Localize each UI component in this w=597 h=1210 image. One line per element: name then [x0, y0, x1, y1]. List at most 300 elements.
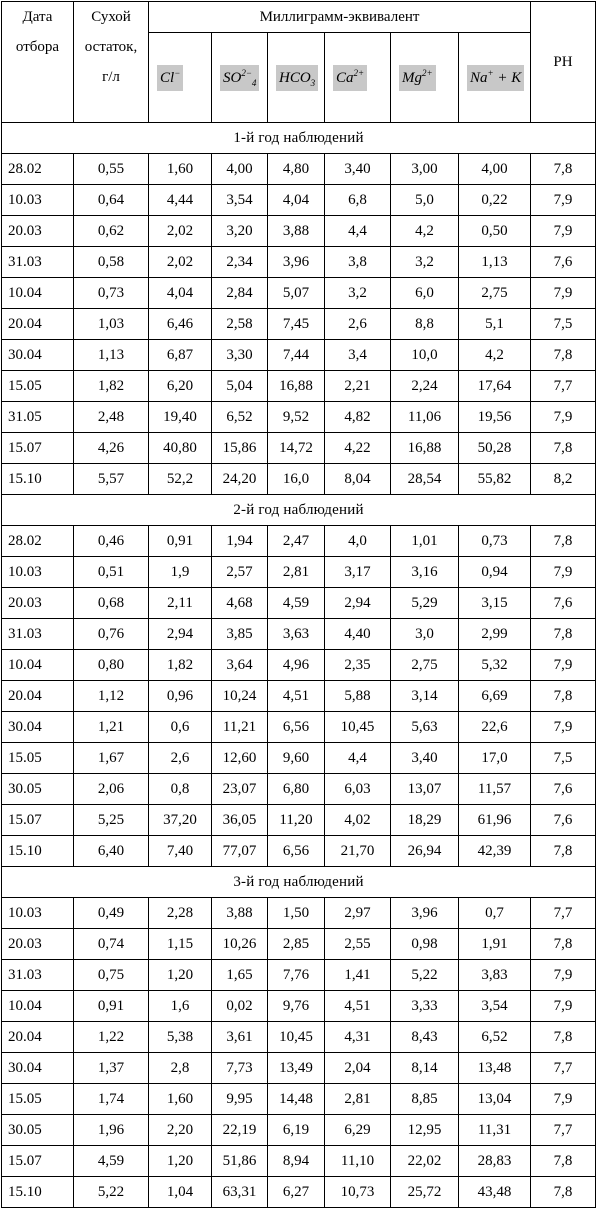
value-cell: 3,4: [325, 340, 391, 371]
value-cell: 1,60: [149, 154, 212, 185]
value-cell: 3,0: [391, 619, 459, 650]
value-cell: 2,24: [391, 371, 459, 402]
value-cell: 11,20: [268, 805, 325, 836]
value-cell: 0,62: [74, 216, 149, 247]
value-cell: 0,46: [74, 526, 149, 557]
value-cell: 7,8: [531, 1177, 596, 1208]
value-cell: 2,99: [459, 619, 531, 650]
value-cell: 7,73: [212, 1053, 268, 1084]
value-cell: 7,6: [531, 774, 596, 805]
value-cell: 7,9: [531, 960, 596, 991]
value-cell: 1,15: [149, 929, 212, 960]
table-row: [2, 557, 596, 588]
value-cell: 5,25: [74, 805, 149, 836]
value-cell: 42,39: [459, 836, 531, 867]
value-cell: 4,00: [212, 154, 268, 185]
value-cell: 5,29: [391, 588, 459, 619]
value-cell: 4,2: [391, 216, 459, 247]
table-row: [2, 743, 596, 774]
value-cell: 1,50: [268, 898, 325, 929]
value-cell: 7,8: [531, 1146, 596, 1177]
table-row: [2, 1115, 596, 1146]
value-cell: 8,94: [268, 1146, 325, 1177]
ion-formula: Na+ + K: [467, 65, 524, 91]
value-cell: 1,20: [149, 960, 212, 991]
value-cell: 4,40: [325, 619, 391, 650]
value-cell: 1,67: [74, 743, 149, 774]
value-cell: 14,48: [268, 1084, 325, 1115]
date-cell: 20.03: [2, 588, 74, 619]
table-row: [2, 774, 596, 805]
table-row: [2, 1053, 596, 1084]
value-cell: 3,40: [325, 154, 391, 185]
table-row: [2, 805, 596, 836]
header-dry-line1: Сухой: [91, 9, 131, 25]
value-cell: 1,04: [149, 1177, 212, 1208]
value-cell: 2,20: [149, 1115, 212, 1146]
value-cell: 7,5: [531, 309, 596, 340]
value-cell: 5,22: [74, 1177, 149, 1208]
value-cell: 4,31: [325, 1022, 391, 1053]
value-cell: 2,21: [325, 371, 391, 402]
value-cell: 3,16: [391, 557, 459, 588]
table-row: [2, 216, 596, 247]
value-cell: 7,9: [531, 557, 596, 588]
value-cell: 0,55: [74, 154, 149, 185]
value-cell: 7,9: [531, 991, 596, 1022]
value-cell: 3,14: [391, 681, 459, 712]
value-cell: 8,85: [391, 1084, 459, 1115]
section-title: 2-й год наблюдений: [2, 495, 596, 526]
value-cell: 3,40: [391, 743, 459, 774]
value-cell: 0,64: [74, 185, 149, 216]
value-cell: 13,49: [268, 1053, 325, 1084]
table-row: [2, 154, 596, 185]
value-cell: 2,28: [149, 898, 212, 929]
date-cell: 15.10: [2, 836, 74, 867]
table-row: [2, 1146, 596, 1177]
value-cell: 4,26: [74, 433, 149, 464]
value-cell: 7,7: [531, 898, 596, 929]
value-cell: 5,63: [391, 712, 459, 743]
value-cell: 19,40: [149, 402, 212, 433]
value-cell: 0,8: [149, 774, 212, 805]
section-title: 3-й год наблюдений: [2, 867, 596, 898]
value-cell: 2,81: [268, 557, 325, 588]
value-cell: 1,03: [74, 309, 149, 340]
value-cell: 2,04: [325, 1053, 391, 1084]
value-cell: 8,14: [391, 1053, 459, 1084]
date-cell: 10.04: [2, 991, 74, 1022]
table-row: [2, 960, 596, 991]
value-cell: 0,98: [391, 929, 459, 960]
value-cell: 14,72: [268, 433, 325, 464]
value-cell: 1,01: [391, 526, 459, 557]
table-row: [2, 929, 596, 960]
section-header-row: [2, 495, 596, 526]
value-cell: 2,75: [391, 650, 459, 681]
value-cell: 3,63: [268, 619, 325, 650]
value-cell: 6,46: [149, 309, 212, 340]
table-row: [2, 371, 596, 402]
table-row: [2, 1022, 596, 1053]
date-cell: 30.04: [2, 712, 74, 743]
value-cell: 7,9: [531, 216, 596, 247]
value-cell: 0,68: [74, 588, 149, 619]
value-cell: 7,9: [531, 185, 596, 216]
value-cell: 7,45: [268, 309, 325, 340]
value-cell: 6,0: [391, 278, 459, 309]
value-cell: 5,38: [149, 1022, 212, 1053]
value-cell: 6,20: [149, 371, 212, 402]
header-date: [2, 2, 74, 123]
value-cell: 2,6: [325, 309, 391, 340]
value-cell: 11,06: [391, 402, 459, 433]
value-cell: 7,9: [531, 1084, 596, 1115]
value-cell: 0,6: [149, 712, 212, 743]
value-cell: 2,85: [268, 929, 325, 960]
value-cell: 61,96: [459, 805, 531, 836]
value-cell: 16,0: [268, 464, 325, 495]
value-cell: 3,96: [391, 898, 459, 929]
value-cell: 2,34: [212, 247, 268, 278]
header-dry-line2: остаток,: [84, 39, 138, 55]
value-cell: 3,00: [391, 154, 459, 185]
value-cell: 6,69: [459, 681, 531, 712]
value-cell: 1,94: [212, 526, 268, 557]
value-cell: 6,80: [268, 774, 325, 805]
value-cell: 2,58: [212, 309, 268, 340]
value-cell: 2,97: [325, 898, 391, 929]
table-row: [2, 309, 596, 340]
date-cell: 20.04: [2, 1022, 74, 1053]
value-cell: 7,8: [531, 154, 596, 185]
date-cell: 31.03: [2, 247, 74, 278]
date-cell: 20.04: [2, 309, 74, 340]
value-cell: 19,56: [459, 402, 531, 433]
value-cell: 77,07: [212, 836, 268, 867]
value-cell: 23,07: [212, 774, 268, 805]
value-cell: 3,85: [212, 619, 268, 650]
header-ion-mg: [391, 33, 459, 123]
value-cell: 50,28: [459, 433, 531, 464]
value-cell: 3,20: [212, 216, 268, 247]
date-cell: 31.03: [2, 960, 74, 991]
table-row: [2, 588, 596, 619]
value-cell: 2,35: [325, 650, 391, 681]
value-cell: 10,73: [325, 1177, 391, 1208]
header-date-line1: Дата: [22, 9, 53, 25]
value-cell: 5,04: [212, 371, 268, 402]
value-cell: 10,45: [268, 1022, 325, 1053]
value-cell: 4,00: [459, 154, 531, 185]
table-row: [2, 898, 596, 929]
header-ion-hco: [268, 33, 325, 123]
value-cell: 4,04: [149, 278, 212, 309]
table-row: [2, 619, 596, 650]
value-cell: 6,03: [325, 774, 391, 805]
value-cell: 4,68: [212, 588, 268, 619]
value-cell: 6,56: [268, 836, 325, 867]
date-cell: 10.03: [2, 185, 74, 216]
value-cell: 0,58: [74, 247, 149, 278]
value-cell: 3,61: [212, 1022, 268, 1053]
value-cell: 6,27: [268, 1177, 325, 1208]
ion-formula: $HCO_3$: [276, 65, 318, 91]
value-cell: 7,8: [531, 1022, 596, 1053]
value-cell: 0,49: [74, 898, 149, 929]
value-cell: 2,84: [212, 278, 268, 309]
value-cell: 3,96: [268, 247, 325, 278]
value-cell: 1,82: [149, 650, 212, 681]
value-cell: 3,33: [391, 991, 459, 1022]
value-cell: 10,26: [212, 929, 268, 960]
value-cell: 7,8: [531, 526, 596, 557]
value-cell: 0,75: [74, 960, 149, 991]
value-cell: 4,51: [268, 681, 325, 712]
table-row: [2, 1177, 596, 1208]
date-cell: 20.03: [2, 216, 74, 247]
value-cell: 3,83: [459, 960, 531, 991]
date-cell: 30.05: [2, 774, 74, 805]
value-cell: 17,64: [459, 371, 531, 402]
value-cell: 0,51: [74, 557, 149, 588]
value-cell: 37,20: [149, 805, 212, 836]
table-row: [2, 433, 596, 464]
value-cell: 21,70: [325, 836, 391, 867]
date-cell: 10.04: [2, 278, 74, 309]
value-cell: 0,91: [74, 991, 149, 1022]
date-cell: 10.04: [2, 650, 74, 681]
value-cell: 0,91: [149, 526, 212, 557]
value-cell: 0,96: [149, 681, 212, 712]
value-cell: 8,2: [531, 464, 596, 495]
value-cell: 4,22: [325, 433, 391, 464]
value-cell: 1,91: [459, 929, 531, 960]
value-cell: 1,65: [212, 960, 268, 991]
date-cell: 28.02: [2, 154, 74, 185]
value-cell: 3,2: [325, 278, 391, 309]
date-cell: 15.10: [2, 464, 74, 495]
value-cell: 7,8: [531, 681, 596, 712]
value-cell: 1,9: [149, 557, 212, 588]
value-cell: 6,56: [268, 712, 325, 743]
value-cell: 0,80: [74, 650, 149, 681]
value-cell: 7,40: [149, 836, 212, 867]
value-cell: 10,24: [212, 681, 268, 712]
value-cell: 4,02: [325, 805, 391, 836]
value-cell: 3,88: [212, 898, 268, 929]
value-cell: 26,94: [391, 836, 459, 867]
value-cell: 1,74: [74, 1084, 149, 1115]
value-cell: 1,21: [74, 712, 149, 743]
value-cell: 6,8: [325, 185, 391, 216]
value-cell: 7,8: [531, 929, 596, 960]
value-cell: 4,59: [268, 588, 325, 619]
value-cell: 3,64: [212, 650, 268, 681]
value-cell: 10,45: [325, 712, 391, 743]
value-cell: 4,4: [325, 216, 391, 247]
value-cell: 22,02: [391, 1146, 459, 1177]
table-row: [2, 526, 596, 557]
value-cell: 5,07: [268, 278, 325, 309]
value-cell: 3,88: [268, 216, 325, 247]
value-cell: 5,22: [391, 960, 459, 991]
value-cell: 9,52: [268, 402, 325, 433]
value-cell: 7,9: [531, 278, 596, 309]
date-cell: 15.07: [2, 1146, 74, 1177]
value-cell: 7,7: [531, 1053, 596, 1084]
value-cell: 5,32: [459, 650, 531, 681]
value-cell: 4,82: [325, 402, 391, 433]
value-cell: 9,60: [268, 743, 325, 774]
table-row: [2, 278, 596, 309]
value-cell: 28,83: [459, 1146, 531, 1177]
date-cell: 30.05: [2, 1115, 74, 1146]
ion-formula: Cl−: [157, 65, 183, 91]
date-cell: 15.07: [2, 433, 74, 464]
table-row: [2, 712, 596, 743]
date-cell: 20.04: [2, 681, 74, 712]
value-cell: 7,7: [531, 371, 596, 402]
date-cell: 15.10: [2, 1177, 74, 1208]
table-row: [2, 247, 596, 278]
value-cell: 52,2: [149, 464, 212, 495]
date-cell: 10.03: [2, 898, 74, 929]
value-cell: 2,94: [149, 619, 212, 650]
value-cell: 9,76: [268, 991, 325, 1022]
value-cell: 3,8: [325, 247, 391, 278]
value-cell: 0,02: [212, 991, 268, 1022]
value-cell: 11,31: [459, 1115, 531, 1146]
table-row: [2, 185, 596, 216]
value-cell: 13,48: [459, 1053, 531, 1084]
value-cell: 6,52: [212, 402, 268, 433]
value-cell: 11,57: [459, 774, 531, 805]
table-row: [2, 340, 596, 371]
date-cell: 30.04: [2, 1053, 74, 1084]
header-ion-ca: [325, 33, 391, 123]
value-cell: 8,43: [391, 1022, 459, 1053]
water-analysis-table: [1, 1, 596, 1208]
value-cell: 6,52: [459, 1022, 531, 1053]
value-cell: 16,88: [391, 433, 459, 464]
value-cell: 25,72: [391, 1177, 459, 1208]
ion-formula: $SO^{2-}_4$: [220, 65, 259, 91]
header-meq: Миллиграмм-эквивалент: [149, 2, 531, 33]
table-row: [2, 650, 596, 681]
date-cell: 15.07: [2, 805, 74, 836]
value-cell: 2,48: [74, 402, 149, 433]
value-cell: 2,57: [212, 557, 268, 588]
date-cell: 15.05: [2, 371, 74, 402]
value-cell: 12,60: [212, 743, 268, 774]
value-cell: 1,13: [459, 247, 531, 278]
table-row: [2, 1084, 596, 1115]
value-cell: 63,31: [212, 1177, 268, 1208]
value-cell: 24,20: [212, 464, 268, 495]
value-cell: 1,96: [74, 1115, 149, 1146]
value-cell: 6,40: [74, 836, 149, 867]
value-cell: 7,6: [531, 247, 596, 278]
value-cell: 8,8: [391, 309, 459, 340]
value-cell: 40,80: [149, 433, 212, 464]
value-cell: 7,7: [531, 1115, 596, 1146]
value-cell: 1,6: [149, 991, 212, 1022]
value-cell: 2,75: [459, 278, 531, 309]
value-cell: 13,04: [459, 1084, 531, 1115]
value-cell: 22,19: [212, 1115, 268, 1146]
value-cell: 6,29: [325, 1115, 391, 1146]
value-cell: 1,37: [74, 1053, 149, 1084]
value-cell: 0,7: [459, 898, 531, 929]
value-cell: 11,21: [212, 712, 268, 743]
table-row: [2, 464, 596, 495]
value-cell: 7,5: [531, 743, 596, 774]
header-date-line2: отбора: [15, 39, 60, 55]
value-cell: 2,6: [149, 743, 212, 774]
header-dry-line3: г/л: [102, 69, 120, 85]
value-cell: 18,29: [391, 805, 459, 836]
value-cell: 7,44: [268, 340, 325, 371]
section-header-row: [2, 867, 596, 898]
header-ion-cl: [149, 33, 212, 123]
value-cell: 4,0: [325, 526, 391, 557]
value-cell: 1,22: [74, 1022, 149, 1053]
value-cell: 4,59: [74, 1146, 149, 1177]
section-header-row: [2, 123, 596, 154]
value-cell: 3,2: [391, 247, 459, 278]
table-row: [2, 991, 596, 1022]
value-cell: 13,07: [391, 774, 459, 805]
value-cell: 2,94: [325, 588, 391, 619]
value-cell: 2,8: [149, 1053, 212, 1084]
value-cell: 0,76: [74, 619, 149, 650]
value-cell: 0,73: [459, 526, 531, 557]
value-cell: 3,54: [459, 991, 531, 1022]
value-cell: 10,0: [391, 340, 459, 371]
value-cell: 1,82: [74, 371, 149, 402]
value-cell: 51,86: [212, 1146, 268, 1177]
table-row: [2, 402, 596, 433]
value-cell: 12,95: [391, 1115, 459, 1146]
header-ion-na: [459, 33, 531, 123]
date-cell: 28.02: [2, 526, 74, 557]
value-cell: 4,51: [325, 991, 391, 1022]
date-cell: 31.05: [2, 402, 74, 433]
value-cell: 3,54: [212, 185, 268, 216]
value-cell: 0,94: [459, 557, 531, 588]
value-cell: 28,54: [391, 464, 459, 495]
value-cell: 1,41: [325, 960, 391, 991]
value-cell: 4,2: [459, 340, 531, 371]
value-cell: 4,80: [268, 154, 325, 185]
value-cell: 2,47: [268, 526, 325, 557]
value-cell: 3,17: [325, 557, 391, 588]
value-cell: 7,8: [531, 836, 596, 867]
date-cell: 15.05: [2, 1084, 74, 1115]
date-cell: 20.03: [2, 929, 74, 960]
value-cell: 0,73: [74, 278, 149, 309]
value-cell: 9,95: [212, 1084, 268, 1115]
value-cell: 36,05: [212, 805, 268, 836]
value-cell: 7,9: [531, 402, 596, 433]
value-cell: 16,88: [268, 371, 325, 402]
value-cell: 1,60: [149, 1084, 212, 1115]
value-cell: 7,8: [531, 433, 596, 464]
value-cell: 4,04: [268, 185, 325, 216]
value-cell: 22,6: [459, 712, 531, 743]
